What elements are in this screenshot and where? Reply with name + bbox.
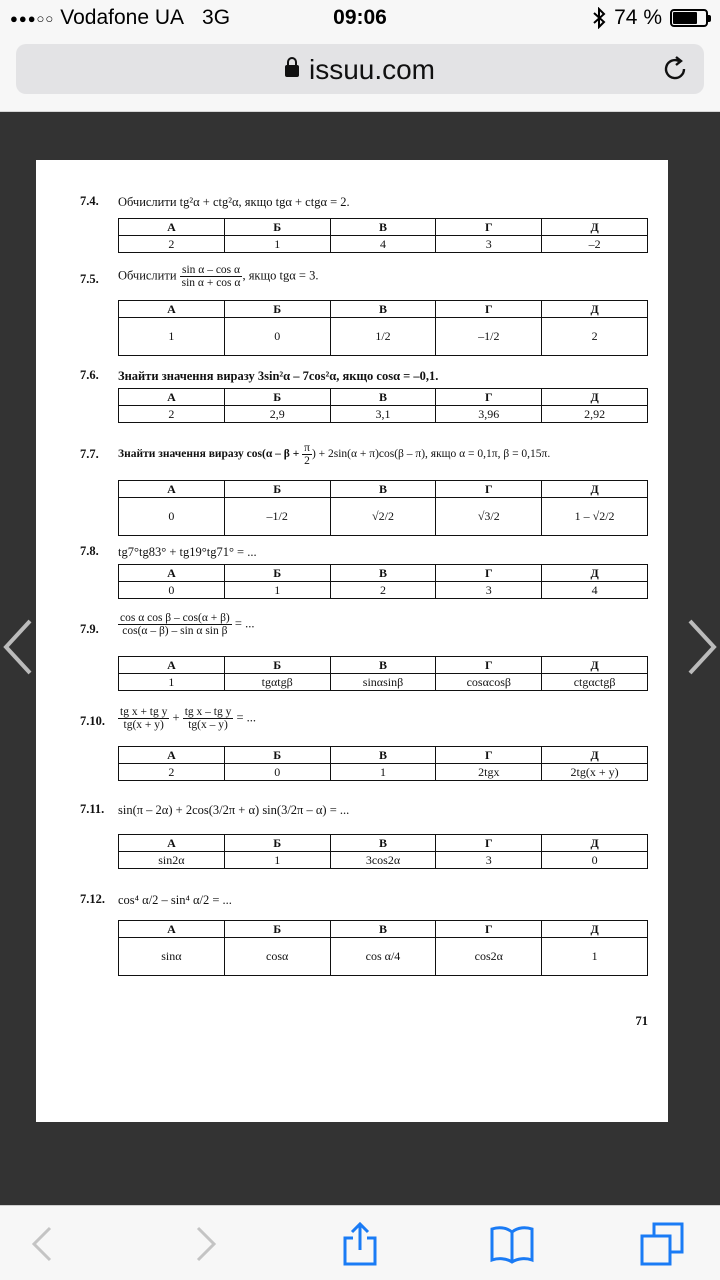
header-v: В <box>330 301 436 318</box>
answer-g: 3 <box>436 236 542 253</box>
answer-g: 3 <box>436 852 542 869</box>
problem-number: 7.5. <box>80 272 99 286</box>
answer-table <box>118 746 648 781</box>
header-b: Б <box>224 219 330 236</box>
header-d: Д <box>542 657 648 674</box>
header-a: А <box>119 481 225 498</box>
header-a: А <box>119 219 225 236</box>
next-page-arrow-icon[interactable] <box>684 617 720 677</box>
header-b: Б <box>224 657 330 674</box>
answer-d: 1 – √2/2 <box>542 498 648 536</box>
header-a: А <box>119 835 225 852</box>
header-v: В <box>330 835 436 852</box>
answer-v: sinαsinβ <box>330 674 436 691</box>
header-g: Г <box>436 219 542 236</box>
carrier-name: Vodafone UA <box>60 6 185 29</box>
answer-table <box>118 300 648 356</box>
address-bar[interactable] <box>16 44 704 94</box>
header-v: В <box>330 565 436 582</box>
answer-d: ctgαctgβ <box>542 674 648 691</box>
answer-b: –1/2 <box>224 498 330 536</box>
header-a: А <box>119 747 225 764</box>
problem-number: 7.12. <box>80 892 105 906</box>
answer-v: √2/2 <box>330 498 436 536</box>
answer-table <box>118 564 648 599</box>
header-g: Г <box>436 835 542 852</box>
answer-d: 2,92 <box>542 406 648 423</box>
problem-number: 7.10. <box>80 714 105 728</box>
lock-icon <box>285 65 299 77</box>
problem-text: tg7°tg83° + tg19°tg71° = ... <box>118 545 257 559</box>
fraction: $\frac{\pi}{2}$ <box>304 442 310 467</box>
answer-a: sinα <box>119 938 225 976</box>
header-a: А <box>119 301 225 318</box>
forward-icon[interactable] <box>180 1220 228 1268</box>
problem-number: 7.11. <box>80 802 105 816</box>
problem-text: Знайти значення виразу 3sin²α – 7cos²α, якщо cosα = –0,1. <box>118 369 439 383</box>
clock: 09:06 <box>333 6 387 29</box>
header-g: Г <box>436 921 542 938</box>
answer-b: 1 <box>224 852 330 869</box>
header-b: Б <box>224 481 330 498</box>
answer-g: cosαcosβ <box>436 674 542 691</box>
answer-d: 2 <box>542 318 648 356</box>
answer-v: 3cos2α <box>330 852 436 869</box>
answer-a: 2 <box>119 764 225 781</box>
header-d: Д <box>542 565 648 582</box>
answer-table <box>118 218 648 253</box>
header-d: Д <box>542 481 648 498</box>
answer-table <box>118 656 648 691</box>
answer-table <box>118 388 648 423</box>
answer-d: 4 <box>542 582 648 599</box>
previous-page-arrow-icon[interactable] <box>0 617 36 677</box>
header-d: Д <box>542 921 648 938</box>
answer-g: –1/2 <box>436 318 542 356</box>
answer-table <box>118 834 648 869</box>
reload-icon[interactable] <box>660 54 690 84</box>
header-g: Г <box>436 389 542 406</box>
document-page <box>36 160 668 1122</box>
fraction: $\frac{\text{tg x – tg y}}{tg(x - y)}$ <box>184 706 232 731</box>
page-number: 71 <box>635 1014 648 1028</box>
answer-b: 0 <box>224 318 330 356</box>
answer-b: 2,9 <box>224 406 330 423</box>
bookmarks-icon[interactable] <box>488 1220 536 1268</box>
answer-v: 1/2 <box>330 318 436 356</box>
answer-a: sin2α <box>119 852 225 869</box>
answer-a: 0 <box>119 582 225 599</box>
answer-a: 0 <box>119 498 225 536</box>
header-v: В <box>330 219 436 236</box>
answer-table <box>118 480 648 536</box>
header-v: В <box>330 747 436 764</box>
problem-text: Обчислити tg²α + ctg²α, якщо tgα + ctgα = 2. <box>118 195 350 209</box>
header-d: Д <box>542 219 648 236</box>
header-b: Б <box>224 389 330 406</box>
problem-text: Знайти значення виразу cos(α – β + $\frac{\pi}{2}$ ) + 2sin(α + π)cos(β – π), якщо α = 0,1π, β = 0,15π. <box>118 442 551 467</box>
answer-v: cos α/4 <box>330 938 436 976</box>
fraction: $\frac{\text{cos α cos β – cos(α + β)}}{\text{cos(α – β) – sin α sin β}}$ <box>120 612 230 637</box>
back-icon[interactable] <box>20 1220 68 1268</box>
header-b: Б <box>224 921 330 938</box>
battery-percent: 74 % <box>614 6 662 29</box>
header-v: В <box>330 921 436 938</box>
answer-a: 1 <box>119 318 225 356</box>
answer-b: tgαtgβ <box>224 674 330 691</box>
share-icon[interactable] <box>336 1220 384 1268</box>
problem-number: 7.8. <box>80 544 99 558</box>
header-d: Д <box>542 835 648 852</box>
header-d: Д <box>542 389 648 406</box>
problem-text: cos⁴ α/2 – sin⁴ α/2 = ... <box>118 893 232 907</box>
header-g: Г <box>436 565 542 582</box>
problem-number: 7.4. <box>80 194 99 208</box>
answer-d: 0 <box>542 852 648 869</box>
header-b: Б <box>224 747 330 764</box>
browser-address-area <box>0 36 720 112</box>
answer-v: 4 <box>330 236 436 253</box>
problem-number: 7.7. <box>80 447 99 461</box>
answer-v: 2 <box>330 582 436 599</box>
header-g: Г <box>436 301 542 318</box>
answer-d: 2tg(x + y) <box>542 764 648 781</box>
bluetooth-icon <box>592 7 606 29</box>
problem-number: 7.9. <box>80 622 99 636</box>
status-bar <box>0 0 720 36</box>
header-a: А <box>119 657 225 674</box>
header-d: Д <box>542 301 648 318</box>
answer-g: cos2α <box>436 938 542 976</box>
answer-b: 0 <box>224 764 330 781</box>
network-type: 3G <box>202 6 231 29</box>
header-b: Б <box>224 835 330 852</box>
header-g: Г <box>436 747 542 764</box>
fraction: $\frac{\text{sin α – cos α}}{\text{sin α + cos α}}$ <box>181 264 241 289</box>
problem-text: Обчислити $\frac{\text{sin α – cos α}}{\text{sin α + cos α}}$ , якщо tgα = 3. <box>118 264 319 289</box>
fraction: $\frac{\text{tg x + tg y}}{tg(x + y)}$ <box>120 706 168 731</box>
header-a: А <box>119 389 225 406</box>
answer-table <box>118 920 648 976</box>
answer-a: 2 <box>119 406 225 423</box>
answer-v: 1 <box>330 764 436 781</box>
url-text: issuu.com <box>308 54 436 85</box>
battery-icon <box>670 9 708 27</box>
answer-b: 1 <box>224 582 330 599</box>
header-v: В <box>330 481 436 498</box>
header-b: Б <box>224 565 330 582</box>
document-viewer <box>0 112 720 1205</box>
problem-text: $\frac{\text{tg x + tg y}}{tg(x + y)}$ + $\frac{\text{tg x – tg y}}{tg(x - y)}$ = ... <box>120 706 257 731</box>
problem-text: $\frac{\text{cos α cos β – cos(α + β)}}{\text{cos(α – β) – sin α sin β}}$ = ... <box>120 612 255 637</box>
battery-level <box>673 12 697 24</box>
answer-b: cosα <box>224 938 330 976</box>
problem-number: 7.6. <box>80 368 99 382</box>
tabs-icon[interactable] <box>638 1220 686 1268</box>
answer-g: 3 <box>436 582 542 599</box>
browser-toolbar <box>0 1205 720 1280</box>
answer-g: √3/2 <box>436 498 542 536</box>
header-a: А <box>119 565 225 582</box>
header-g: Г <box>436 481 542 498</box>
header-v: В <box>330 657 436 674</box>
answer-g: 2tgx <box>436 764 542 781</box>
header-v: В <box>330 389 436 406</box>
problem-text: sin(π – 2α) + 2cos(3/2π + α) sin(3/2π – α) = ... <box>118 803 350 817</box>
answer-b: 1 <box>224 236 330 253</box>
header-g: Г <box>436 657 542 674</box>
header-a: А <box>119 921 225 938</box>
signal-strength-icon: ●●●○○ <box>10 10 55 26</box>
answer-v: 3,1 <box>330 406 436 423</box>
answer-a: 1 <box>119 674 225 691</box>
header-d: Д <box>542 747 648 764</box>
answer-d: –2 <box>542 236 648 253</box>
answer-a: 2 <box>119 236 225 253</box>
answer-g: 3,96 <box>436 406 542 423</box>
answer-d: 1 <box>542 938 648 976</box>
header-b: Б <box>224 301 330 318</box>
